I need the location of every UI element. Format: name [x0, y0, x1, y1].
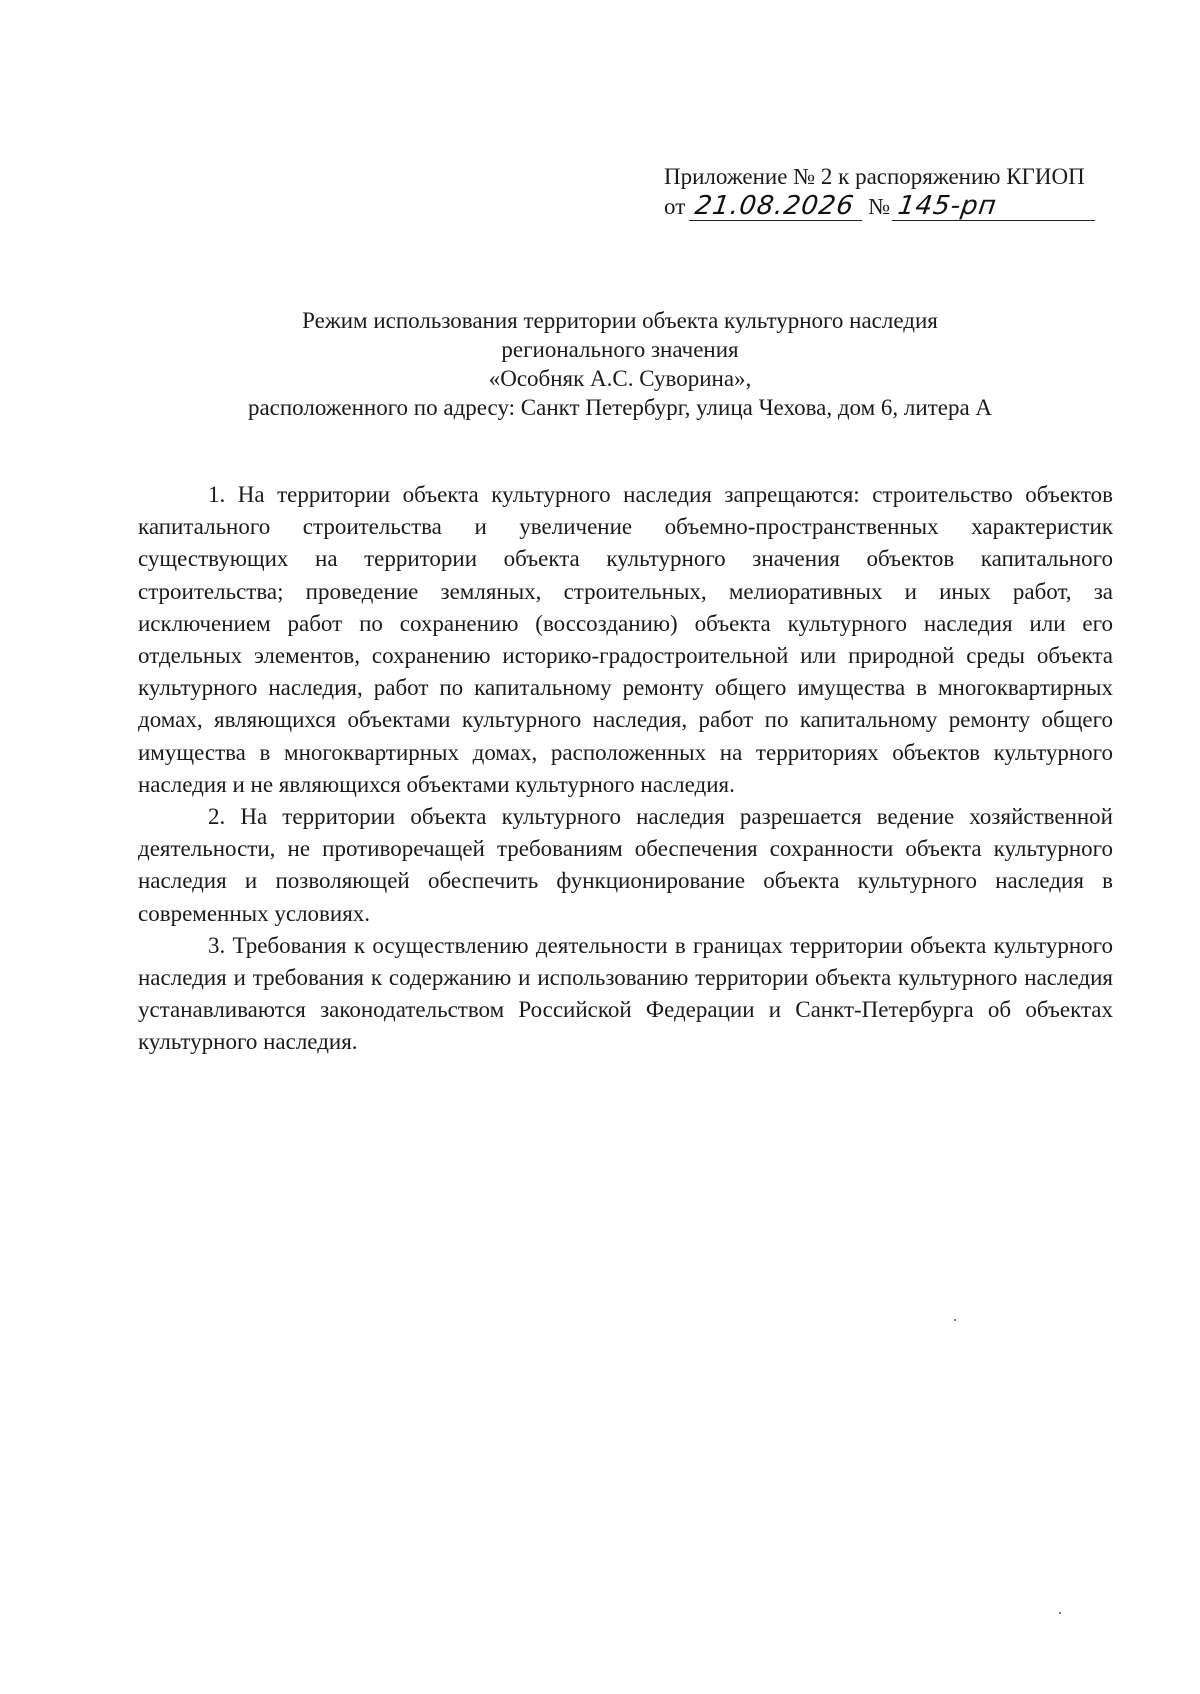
- number-label: №: [868, 194, 891, 219]
- title-line: «Особняк А.С. Суворина»,: [488, 366, 752, 391]
- document-title: [120, 306, 1120, 422]
- appendix-header: [664, 162, 1124, 222]
- scan-speck: [1059, 1612, 1061, 1614]
- handwritten-number: 145-рп: [892, 193, 1099, 221]
- scan-speck: [954, 1319, 956, 1321]
- paragraph-2: 2. На территории объекта культурного наследия разрешается ведение хозяйственной деятельности, не противоречащей требованиям обеспечения сохранности объекта культурного наследия и позволяющей обеспечить функционирование объекта культурного наследия в современных условиях.: [138, 804, 1113, 926]
- appendix-date-number-line: [664, 192, 1124, 222]
- appendix-title: Приложение № 2 к распоряжению КГИОП: [664, 164, 1085, 189]
- paragraph-1: 1. На территории объекта культурного наследия запрещаются: строительство объектов капитального строительства и увеличение объемно-пространственных характеристик существующих на территории объекта культурного значения объектов капитального строительства; проведение земляных, строительных, мелиоративных и иных работ, за исключением работ по сохранению (воссозданию) объекта культурного наследия или его отдельных элементов, сохранению историко-градостроительной или природной среды объекта культурного наследия, работ по капитальному ремонту общего имущества в многоквартирных домах, являющихся объектами культурного наследия, работ по капитальному ремонту общего имущества в многоквартирных домах, расположенных на территориях объектов культурного наследия и не являющихся объектами культурного наследия.: [138, 482, 1113, 797]
- title-line: расположенного по адресу: Санкт Петербург, улица Чехова, дом 6, литера А: [247, 395, 993, 420]
- document-body: [138, 479, 1113, 1059]
- title-line: регионального значения: [501, 337, 739, 362]
- title-line: Режим использования территории объекта культурного наследия: [302, 308, 938, 333]
- from-label: от: [664, 194, 686, 219]
- paragraph-3: 3. Требования к осуществлению деятельности в границах территории объекта культурного наследия и требования к содержанию и использованию территории объекта культурного наследия устанавливаются законодательством Российской Федерации и Санкт-Петербурга об объектах культурного наследия.: [138, 932, 1113, 1055]
- handwritten-date: 21.08.2026: [689, 193, 866, 221]
